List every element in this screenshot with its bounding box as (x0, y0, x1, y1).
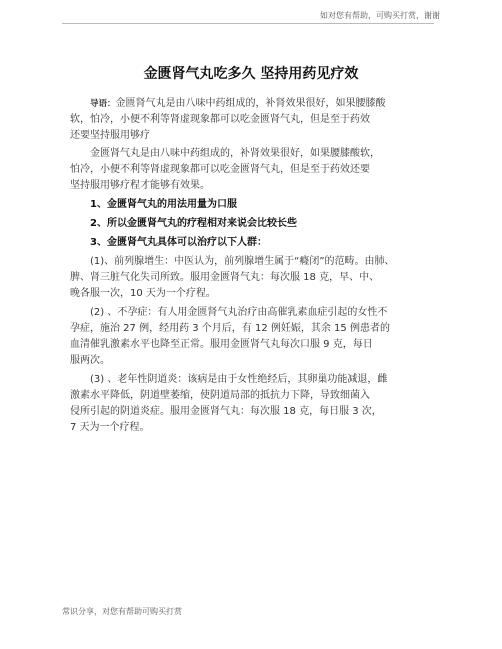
footer-note: 常识分享，对您有帮助可购买打赏 (62, 607, 182, 616)
list-item-2 (70, 305, 420, 369)
list-item-line: (2) 、不孕症：有人用金匮肾气丸治疗由高催乳素血症引起的女性不 (90, 307, 388, 318)
list-item-1 (70, 254, 420, 302)
header-divider (62, 23, 434, 24)
intro-line: 坚持服用够疗程才能够有效果。 (70, 180, 210, 191)
list-item-line: 血清催乳激素水平也降至正常。服用金匮肾气丸每次口服 9 克，每日 (70, 339, 373, 350)
list-item-line: (3) 、老年性阴道炎：该病是由于女性绝经后，其卵巢功能减退，雌 (90, 374, 388, 385)
lead-text: 金匮肾气丸是由八味中药组成的，补肾效果很好，如果腰膝酸 (115, 98, 386, 109)
list-item-line: 激素水平降低，阴道壁萎缩，使阴道局部的抵抗力下降，导致细菌入 (70, 390, 370, 401)
section-heading-2: 2、所以金匮肾气丸的疗程相对来说会比较长些 (90, 218, 297, 229)
section-heading-3: 3、金匮肾气丸具体可以治疗以下人群： (90, 237, 267, 248)
lead-label: 导语： (90, 99, 116, 109)
list-item-line: 服两次。 (70, 355, 110, 366)
lead-line: 软，怕冷，小便不利等肾虚现象都可以吃金匮肾气丸，但是至于药效 (70, 114, 370, 125)
list-item-line: 侵所引起的阴道炎症。服用金匮肾气丸：每次服 18 克，每日服 3 次， (70, 406, 382, 417)
document-title: 金匮肾气丸吃多久 坚持用药见疗效 (143, 66, 359, 82)
document-body (70, 96, 420, 436)
lead-line: 还要坚持服用够疗 (70, 130, 150, 141)
lead-paragraph (70, 96, 420, 144)
header-note: 如对您有帮助，可购买打赏，谢谢 (320, 11, 440, 20)
list-item-3 (70, 372, 420, 436)
list-item-line: 晚各服一次，10 天为一个疗程。 (70, 288, 216, 299)
lead-line (90, 96, 420, 112)
intro-paragraph (70, 146, 420, 194)
intro-line: 怕冷，小便不利等肾虚现象都可以吃金匮肾气丸，但是至于药效还要 (70, 164, 370, 175)
list-item-line: 脾、肾三脏气化失司所致。服用金匮肾气丸：每次服 18 克，早、中、 (70, 272, 380, 283)
list-item-line: 孕症，施治 27 例，经用药 3 个月后，有 12 例妊娠，其余 15 例患者的 (70, 323, 390, 334)
section-heading-1: 1、金匮肾气丸的用法用量为口服 (90, 199, 237, 210)
intro-line: 金匮肾气丸是由八味中药组成的，补肾效果很好，如果腰膝酸软， (90, 148, 380, 159)
list-item-line: 7 天为一个疗程。 (70, 422, 150, 433)
list-item-line: (1)、前列腺增生：中医认为，前列腺增生属于“癃闭”的范畴。由肺、 (90, 256, 395, 267)
